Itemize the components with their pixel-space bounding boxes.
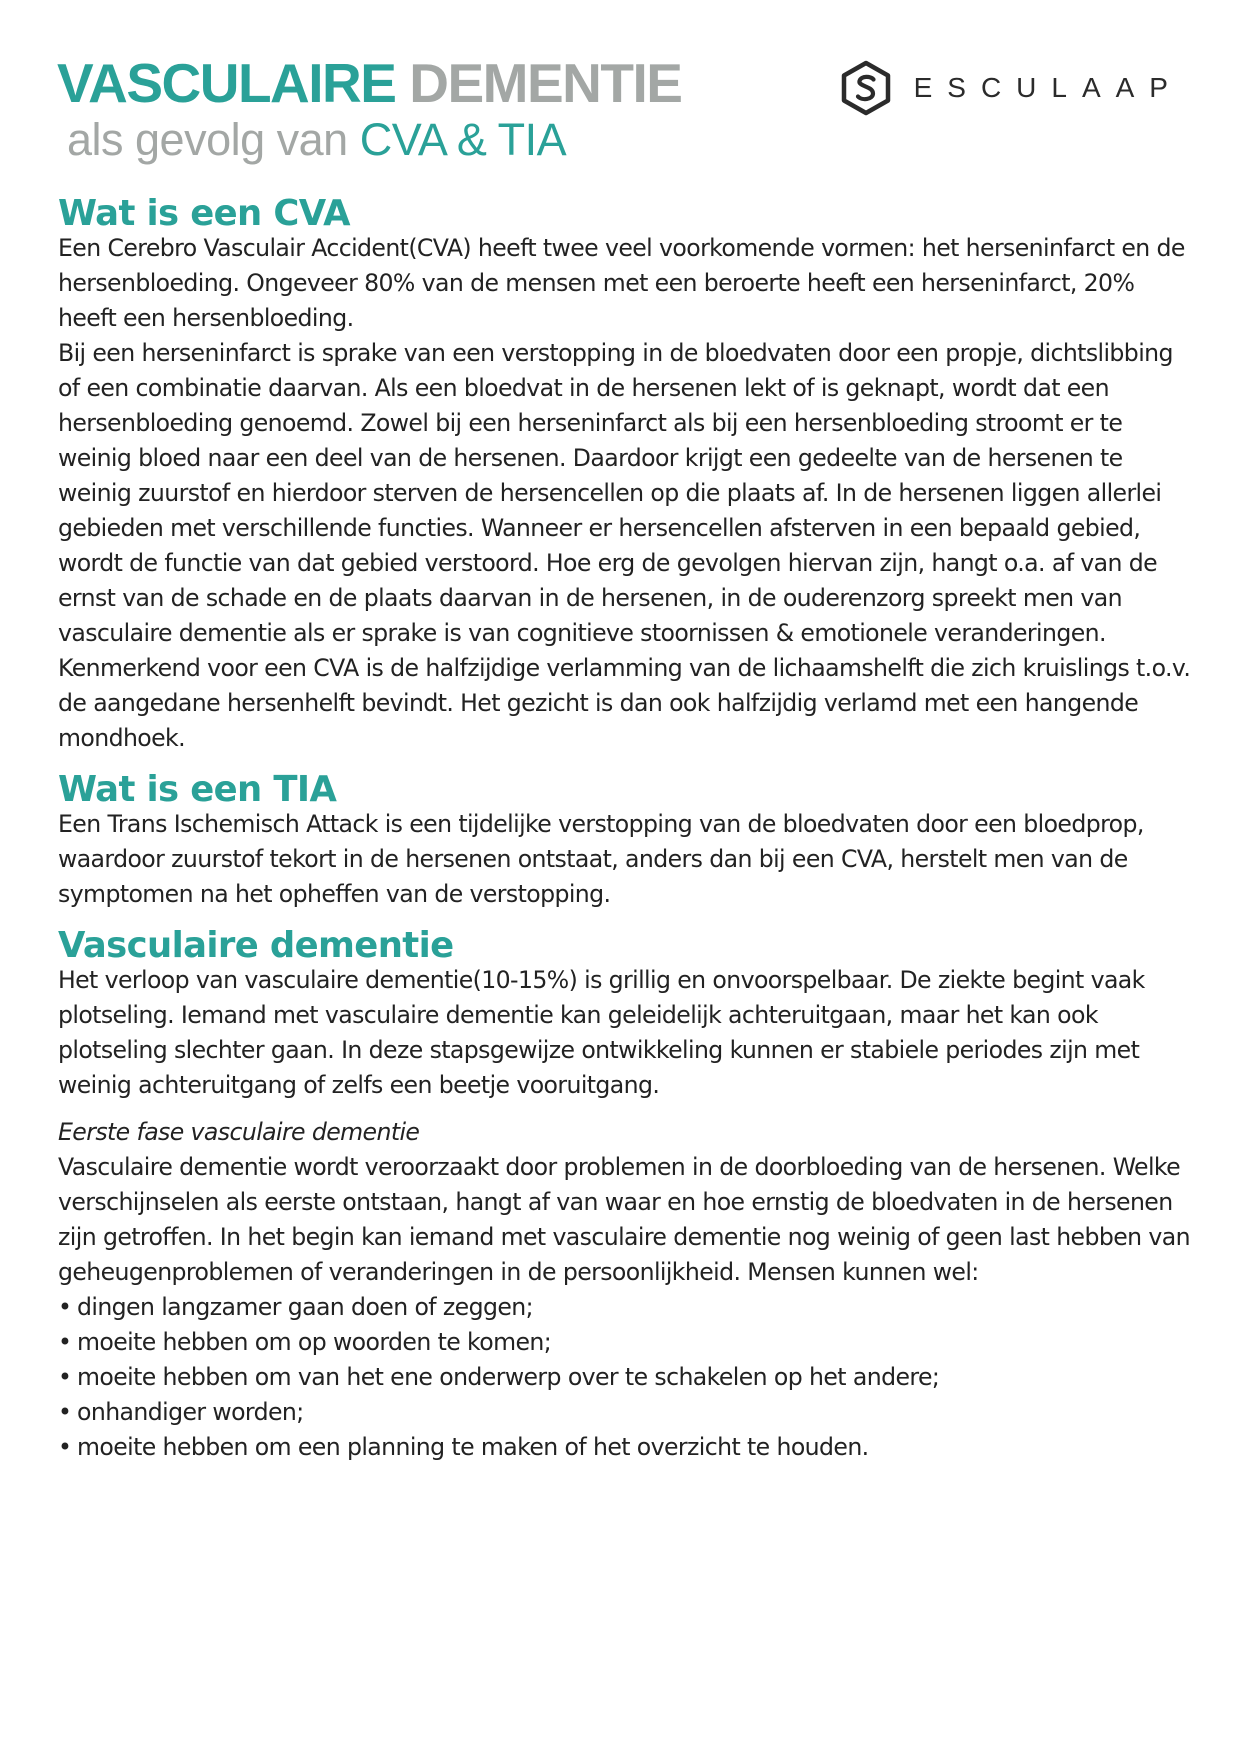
tia-paragraph: Een Trans Ischemisch Attack is een tijdelijke verstopping van de bloedvaten door een bloedprop, waardoor zuurstof tekort in de hersenen ontstaat, anders dan bij een CVA, herstelt men van de symptomen na het opheffen van de verstopping.	[58, 810, 1144, 908]
esculaap-logo	[840, 58, 1183, 118]
logo-wordmark: ESCULAAP	[913, 72, 1183, 103]
list-item: • moeite hebben om een planning te maken of het overzicht te houden.	[58, 1430, 1194, 1465]
section-heading-vascular-dementia: Vasculaire dementie	[58, 925, 454, 966]
section-spacer	[58, 1103, 1194, 1115]
list-item: • moeite hebben om van het ene onderwerp over te schakelen op het andere;	[58, 1360, 1194, 1395]
subtitle-part-grey: als gevolg van	[67, 114, 348, 165]
symptom-list	[58, 1290, 1194, 1465]
header	[57, 50, 1183, 170]
document-body	[58, 193, 1194, 1465]
cva-paragraph-3: Kenmerkend voor een CVA is de halfzijdige verlamming van de lichaamshelft die zich kruislings t.o.v. de aangedane hersenhelft bevindt. Het gezicht is dan ook halfzijdig verlamd met een hangende mondhoek.	[58, 654, 1191, 752]
first-phase-paragraph: Vasculaire dementie wordt veroorzaakt door problemen in de doorbloeding van de hersenen. Welke verschijnselen als eerste ontstaan, hangt af van waar en hoe ernstig de bloedvaten in de hersenen zijn getroffen. In het begin kan iemand met vasculaire dementie nog weinig of geen last hebben van geheugenproblemen of veranderingen in de persoonlijkheid. Mensen kunnen wel:	[58, 1153, 1190, 1286]
title-part-grey: DEMENTIE	[409, 52, 682, 114]
list-item: • onhandiger worden;	[58, 1395, 1194, 1430]
title-part-teal: VASCULAIRE	[57, 52, 396, 114]
list-item: • dingen langzamer gaan doen of zeggen;	[58, 1290, 1194, 1325]
document-subtitle	[67, 112, 566, 168]
document-title	[57, 50, 681, 116]
s-hexagon-logo-icon	[840, 60, 892, 116]
subheading-first-phase: Eerste fase vasculaire dementie	[58, 1118, 420, 1146]
subtitle-part-teal: CVA & TIA	[359, 114, 567, 165]
section-heading-tia: Wat is een TIA	[58, 769, 337, 810]
list-item: • moeite hebben om op woorden te komen;	[58, 1325, 1194, 1360]
vascular-dementia-paragraph: Het verloop van vasculaire dementie(10-15%) is grillig en onvoorspelbaar. De ziekte begint vaak plotseling. Iemand met vasculaire dementie kan geleidelijk achteruitgaan, maar het kan ook plotseling slechter gaan. In deze stapsgewijze ontwikkeling kunnen er stabiele periodes zijn met weinig achteruitgang of zelfs een beetje vooruitgang.	[58, 966, 1145, 1099]
section-heading-cva: Wat is een CVA	[58, 193, 350, 234]
cva-paragraph-1: Een Cerebro Vasculair Accident(CVA) heeft twee veel voorkomende vormen: het herseninfarct en de hersenbloeding. Ongeveer 80% van de mensen met een beroerte heeft een herseninfarct, 20% heeft een hersenbloeding.	[58, 234, 1185, 332]
cva-paragraph-2: Bij een herseninfarct is sprake van een verstopping in de bloedvaten door een propje, dichtslibbing of een combinatie daarvan. Als een bloedvat in de hersenen lekt of is geknapt, wordt dat een hersenbloeding genoemd. Zowel bij een herseninfarct als bij een hersenbloeding stroomt er te weinig bloed naar een deel van de hersenen. Daardoor krijgt een gedeelte van de hersenen te weinig zuurstof en hierdoor sterven de hersencellen op die plaats af. In de hersenen liggen allerlei gebieden met verschillende functies. Wanneer er hersencellen afsterven in een bepaald gebied, wordt de functie van dat gebied verstoord. Hoe erg de gevolgen hiervan zijn, hangt o.a. af van de ernst van de schade en de plaats daarvan in de hersenen, in de ouderenzorg spreekt men van vasculaire dementie als er sprake is van cognitieve stoornissen & emotionele veranderingen.	[58, 339, 1173, 647]
